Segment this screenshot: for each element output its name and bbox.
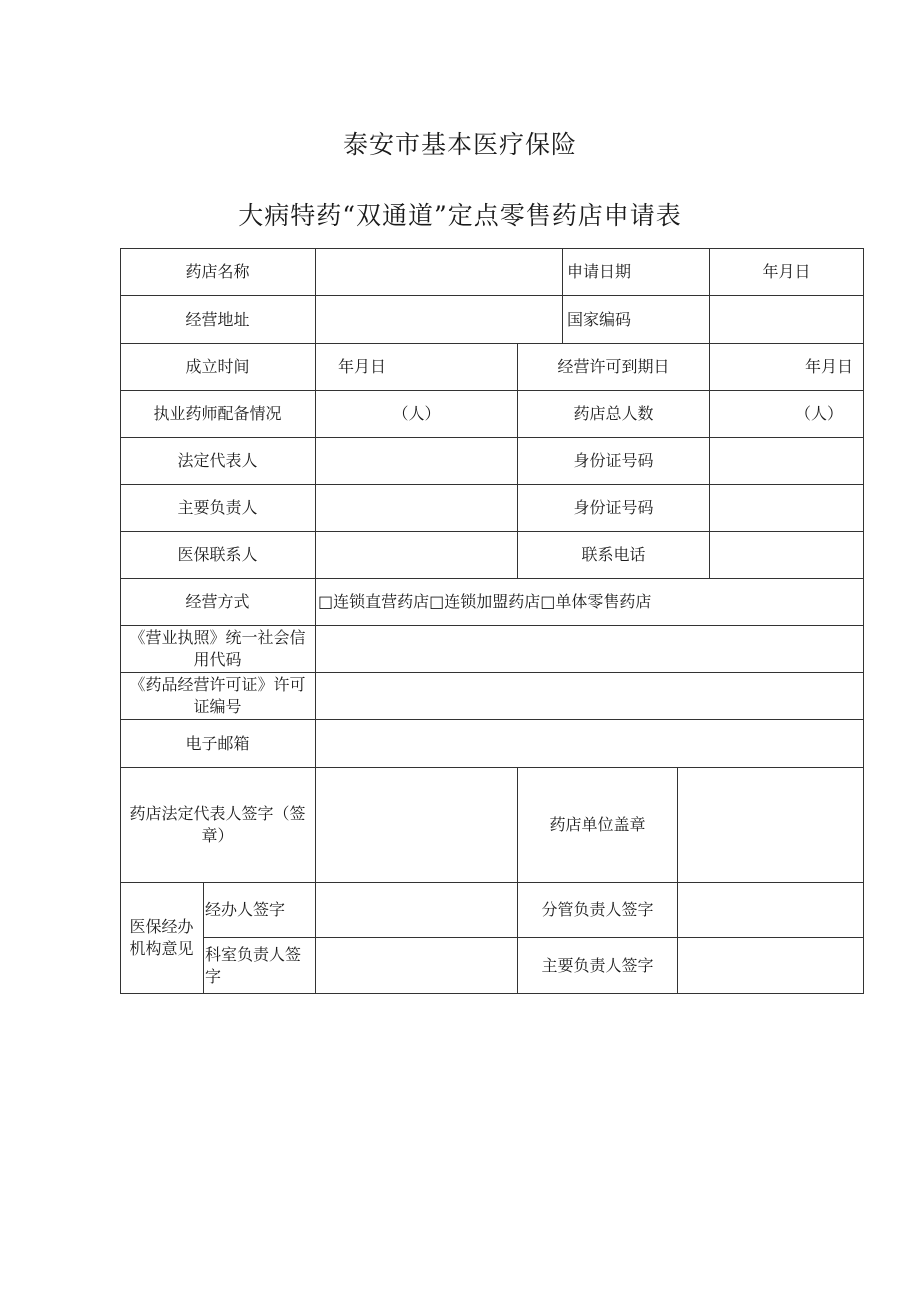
- legal-rep-label: 法定代表人: [120, 438, 316, 485]
- pharmacy-seal-label: 药店单位盖章: [518, 768, 678, 883]
- document-title-line2: 大病特药“双通道”定点零售药店申请表: [238, 201, 682, 230]
- pharmacy-seal-field[interactable]: [678, 768, 864, 883]
- pharmacy-name-field[interactable]: [316, 248, 563, 296]
- document-title-line1: 泰安市基本医疗保险: [342, 130, 577, 159]
- legal-rep-sign-label: 药店法定代表人签字（签章）: [120, 768, 316, 883]
- total-staff-field[interactable]: （人）: [710, 391, 864, 438]
- insurance-contact-field[interactable]: [316, 532, 518, 579]
- division-head-sign-label: 分管负责人签字: [518, 883, 678, 938]
- apply-date-label: 申请日期: [563, 248, 710, 296]
- license-expiry-field[interactable]: 年月日: [710, 344, 864, 391]
- pharmacist-field[interactable]: （人）: [316, 391, 518, 438]
- insurance-contact-label: 医保联系人: [120, 532, 316, 579]
- phone-label: 联系电话: [518, 532, 710, 579]
- apply-date-field[interactable]: 年月日: [710, 248, 864, 296]
- established-label: 成立时间: [120, 344, 316, 391]
- address-field[interactable]: [316, 296, 563, 344]
- business-license-label: 《营业执照》统一社会信用代码: [120, 626, 316, 673]
- established-field[interactable]: 年月日: [316, 344, 518, 391]
- chief-sign-field[interactable]: [678, 938, 864, 994]
- id-number-field-1[interactable]: [710, 438, 864, 485]
- drug-license-field[interactable]: [316, 673, 864, 720]
- legal-rep-field[interactable]: [316, 438, 518, 485]
- business-license-field[interactable]: [316, 626, 864, 673]
- business-mode-options[interactable]: □连锁直营药店□连锁加盟药店□单体零售药店: [316, 579, 864, 626]
- business-mode-label: 经营方式: [120, 579, 316, 626]
- national-code-field[interactable]: [710, 296, 864, 344]
- legal-rep-sign-field[interactable]: [316, 768, 518, 883]
- main-person-label: 主要负责人: [120, 485, 316, 532]
- handler-sign-field[interactable]: [316, 883, 518, 938]
- address-label: 经营地址: [120, 296, 316, 344]
- id-number-label-1: 身份证号码: [518, 438, 710, 485]
- agency-opinion-label: 医保经办机构意见: [120, 883, 204, 994]
- total-staff-label: 药店总人数: [518, 391, 710, 438]
- national-code-label: 国家编码: [563, 296, 710, 344]
- division-head-sign-field[interactable]: [678, 883, 864, 938]
- pharmacy-name-label: 药店名称: [120, 248, 316, 296]
- chief-sign-label: 主要负责人签字: [518, 938, 678, 994]
- phone-field[interactable]: [710, 532, 864, 579]
- handler-sign-label: 经办人签字: [204, 883, 316, 938]
- main-person-field[interactable]: [316, 485, 518, 532]
- section-head-sign-field[interactable]: [316, 938, 518, 994]
- drug-license-label: 《药品经营许可证》许可证编号: [120, 673, 316, 720]
- id-number-field-2[interactable]: [710, 485, 864, 532]
- section-head-sign-label: 科室负责人签字: [204, 938, 316, 994]
- id-number-label-2: 身份证号码: [518, 485, 710, 532]
- email-field[interactable]: [316, 720, 864, 768]
- email-label: 电子邮箱: [120, 720, 316, 768]
- license-expiry-label: 经营许可到期日: [518, 344, 710, 391]
- pharmacist-label: 执业药师配备情况: [120, 391, 316, 438]
